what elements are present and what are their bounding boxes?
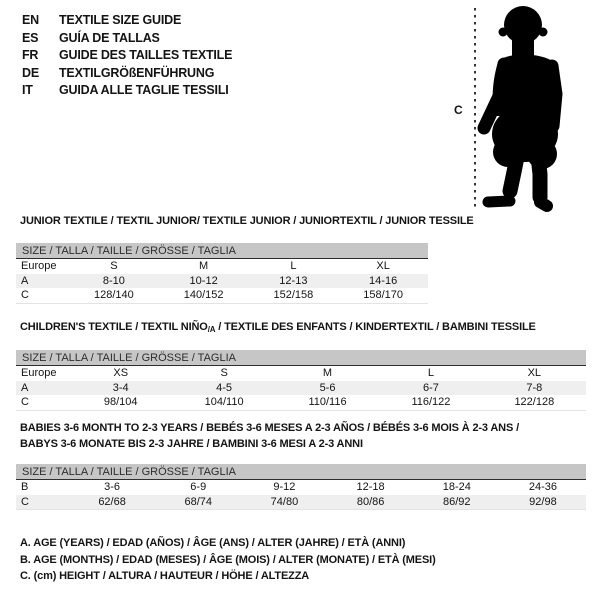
size-cell: 3-4 — [112, 381, 129, 394]
language-code: IT — [22, 83, 33, 97]
size-cell: 3-6 — [104, 481, 121, 494]
size-cell: M — [322, 367, 333, 380]
toddler-silhouette — [484, 6, 560, 206]
children-section-title — [20, 321, 585, 334]
size-cell: 8-10 — [102, 274, 125, 287]
table-row — [16, 395, 586, 410]
size-cell: 86/92 — [443, 495, 471, 508]
size-cell: 110/116 — [308, 396, 347, 409]
size-cell: 152/158 — [273, 289, 314, 302]
size-cell: 92/98 — [529, 495, 557, 508]
size-cell: 10-12 — [189, 274, 218, 287]
size-cell: XL — [527, 367, 542, 380]
table-row — [16, 495, 586, 510]
language-code: ES — [22, 30, 39, 45]
size-cell: L — [290, 260, 297, 273]
size-cell: 24-36 — [528, 481, 558, 494]
row-label: A — [21, 381, 29, 394]
row-label: Europe — [21, 260, 57, 273]
table-row — [16, 381, 586, 396]
legend-note-a: A. AGE (YEARS) / EDAD (AÑOS) / ÂGE (ANS) / ALTER (JAHRE) / ETÀ (ANNI) — [20, 537, 406, 549]
language-row — [22, 30, 232, 48]
language-title: GUIDA ALLE TAGLIE TESSILI — [59, 83, 229, 97]
babies-section-title — [20, 421, 585, 452]
size-header-bar: SIZE / TALLA / TAILLE / GRÖSSE / TAGLIA — [16, 243, 428, 259]
row-label: C — [21, 289, 29, 302]
size-cell: S — [220, 367, 228, 380]
language-code: FR — [22, 48, 39, 62]
size-cell: 122/128 — [514, 396, 555, 409]
language-row — [22, 12, 232, 30]
row-label: B — [21, 481, 29, 494]
table-row — [16, 259, 428, 274]
language-row — [22, 65, 232, 83]
language-title: TEXTILGRÖßENFÜHRUNG — [59, 65, 215, 80]
size-cell: 68/74 — [184, 495, 213, 508]
size-cell: 74/80 — [270, 495, 299, 508]
size-cell: 80/86 — [356, 495, 385, 508]
legend-notes — [20, 535, 436, 585]
size-cell: 6-9 — [190, 481, 207, 494]
children-title-subscript: /A — [207, 325, 216, 334]
table-row — [16, 288, 428, 303]
size-cell: S — [110, 260, 118, 273]
size-cell: 62/68 — [98, 495, 126, 508]
size-cell: L — [427, 367, 434, 380]
children-title-text: / TEXTILE DES ENFANTS / KINDERTEXTIL / BAMBINI TESSILE — [215, 321, 536, 333]
size-cell: 128/140 — [93, 289, 134, 302]
size-cell: 7-8 — [526, 381, 543, 394]
size-cell: 116/122 — [411, 396, 451, 409]
row-label: C — [21, 396, 29, 409]
size-cell: M — [199, 260, 209, 273]
language-title: GUIDE DES TAILLES TEXTILE — [59, 48, 233, 62]
junior-section-title: JUNIOR TEXTILE / TEXTIL JUNIOR/ TEXTILE JUNIOR / JUNIORTEXTIL / JUNIOR TESSILE — [20, 215, 474, 227]
size-cell: 12-18 — [356, 481, 385, 494]
children-size-table — [16, 350, 586, 411]
row-label: C — [21, 495, 29, 508]
size-cell: 104/110 — [204, 396, 244, 409]
language-code: DE — [22, 65, 39, 80]
size-cell: 98/104 — [103, 396, 138, 409]
language-row — [22, 47, 232, 65]
row-label: A — [21, 274, 29, 287]
height-measure-label: C — [454, 103, 463, 117]
size-cell: 4-5 — [216, 381, 233, 394]
legend-note-c: C. (cm) HEIGHT / ALTURA / HAUTEUR / HÖHE / ALTEZZA — [20, 570, 310, 582]
height-figure — [445, 2, 595, 214]
size-cell: XS — [113, 367, 129, 380]
size-cell: 14-16 — [369, 274, 398, 287]
size-header-bar: SIZE / TALLA / TAILLE / GRÖSSE / TAGLIA — [16, 464, 586, 480]
row-label: Europe — [21, 367, 57, 380]
table-row — [16, 480, 586, 495]
language-title: GUÍA DE TALLAS — [59, 30, 160, 45]
size-header-bar: SIZE / TALLA / TAILLE / GRÖSSE / TAGLIA — [16, 350, 586, 366]
size-cell: 9-12 — [273, 481, 296, 494]
babies-title-line2: BABYS 3-6 MONATE BIS 2-3 JAHRE / BAMBINI 3-6 MESI A 2-3 ANNI — [20, 437, 363, 450]
size-cell: 158/170 — [363, 289, 403, 302]
size-cell: 140/152 — [183, 289, 224, 302]
table-row — [16, 274, 428, 289]
legend-note-b: B. AGE (MONTHS) / EDAD (MESES) / ÂGE (MOIS) / ALTER (MONATE) / ETÀ (MESI) — [20, 553, 436, 566]
children-title-text: CHILDREN'S TEXTILE / TEXTIL NIÑO — [20, 321, 208, 333]
language-title: TEXTILE SIZE GUIDE — [59, 13, 182, 27]
size-cell: 5-6 — [319, 381, 336, 394]
babies-size-table — [16, 464, 586, 510]
language-row — [22, 82, 232, 100]
toddler-silhouette-image — [470, 2, 590, 214]
language-code: EN — [22, 13, 39, 27]
babies-title-line1: BABIES 3-6 MONTH TO 2-3 YEARS / BEBÉS 3-6 MESES A 2-3 AÑOS / BÉBÉS 3-6 MOIS À 2-3 ANS / — [20, 422, 519, 434]
language-title-list — [22, 12, 232, 100]
table-row — [16, 366, 586, 381]
size-cell: 18-24 — [442, 481, 471, 494]
size-cell: XL — [376, 260, 390, 273]
size-cell: 6-7 — [422, 381, 439, 394]
size-cell: 12-13 — [279, 274, 308, 287]
junior-size-table — [16, 243, 428, 304]
